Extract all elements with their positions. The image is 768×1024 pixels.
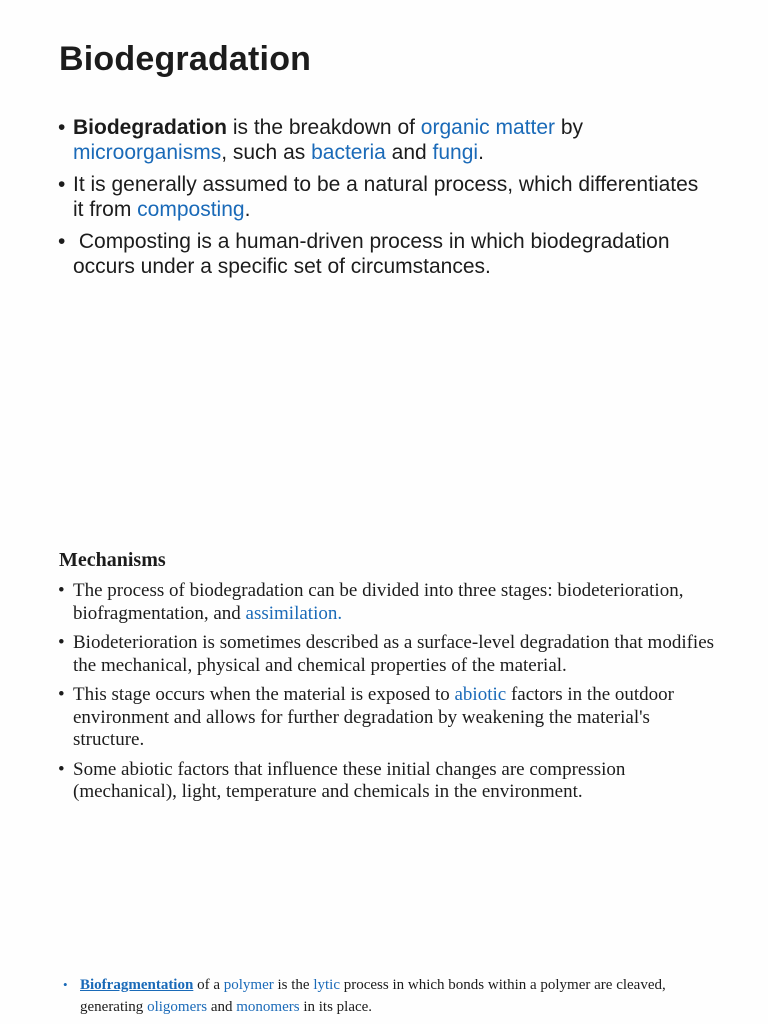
- page-title: Biodegradation: [59, 40, 312, 78]
- link-microorganisms[interactable]: microorganisms: [73, 140, 222, 164]
- link-biofragmentation[interactable]: Biofragmentation: [80, 977, 194, 993]
- link-bacteria[interactable]: bacteria: [311, 140, 386, 164]
- bullet-icon: •: [58, 580, 65, 601]
- list-item: [58, 684, 723, 752]
- link-assimilation[interactable]: assimilation.: [245, 602, 343, 624]
- text-span: Some abiotic factors that influence these initial changes are compression (mechanical), light, temperature and chemicals in the environment.: [73, 758, 626, 802]
- text-span: This stage occurs when the material is exposed to: [73, 684, 455, 705]
- text-span: and: [207, 999, 237, 1015]
- text-span: in its place.: [299, 999, 373, 1015]
- bullet-icon: •: [58, 758, 65, 780]
- mechanisms-bullet-list: [58, 580, 723, 811]
- text-span: The process of biodegradation can be divided into three stages: biodeterioration, biofragmentation, and: [73, 580, 684, 624]
- list-item: [63, 974, 720, 1018]
- text-span: It is generally assumed to be a natural process, which differentiates it from: [73, 173, 699, 221]
- text-span: Composting is a human-driven process in which biodegradation occurs under a specific set of circumstances.: [73, 230, 676, 278]
- bullet-icon: •: [63, 977, 68, 992]
- list-item: [58, 632, 723, 677]
- text-span: .: [244, 197, 251, 221]
- link-polymer[interactable]: polymer: [223, 977, 274, 993]
- list-item: [58, 173, 713, 222]
- text-span: Biodeterioration is sometimes described as a surface-level degradation that modifies the mechanical, physical and chemical properties of the material.: [73, 632, 715, 676]
- link-abiotic[interactable]: abiotic: [454, 684, 507, 705]
- bullet-icon: •: [58, 230, 66, 253]
- link-lytic[interactable]: lytic: [313, 977, 340, 993]
- link-monomers[interactable]: monomers: [236, 999, 300, 1015]
- biofragmentation-bullet-list: [63, 974, 720, 1018]
- link-oligomers[interactable]: oligomers: [147, 999, 208, 1015]
- text-span: of a: [193, 977, 224, 993]
- text-span: .: [478, 140, 484, 164]
- bullet-icon: •: [58, 632, 65, 653]
- text-span: process in which bonds within a polymer are cleaved, generating: [80, 977, 666, 1015]
- term-biodegradation: Biodegradation: [73, 116, 228, 139]
- section-heading-mechanisms: Mechanisms: [59, 549, 166, 571]
- bullet-icon: •: [58, 173, 66, 196]
- bullet-icon: •: [58, 684, 65, 705]
- link-organic-matter[interactable]: organic matter: [420, 116, 556, 139]
- text-span: and: [385, 140, 433, 164]
- list-item: [58, 230, 713, 279]
- text-span: is the breakdown of: [227, 116, 421, 139]
- bullet-icon: •: [58, 116, 66, 139]
- list-item: [58, 116, 713, 165]
- text-span: factors in the outdoor environment and allows for further degradation by weakening the material's structure.: [73, 684, 674, 750]
- text-span: is the: [273, 977, 314, 993]
- intro-bullet-list: [58, 116, 713, 287]
- text-span: by: [555, 116, 584, 139]
- list-item: [58, 580, 723, 625]
- link-fungi[interactable]: fungi: [432, 140, 479, 164]
- list-item: [58, 758, 723, 804]
- text-span: , such as: [221, 140, 312, 164]
- link-composting[interactable]: composting: [137, 197, 245, 221]
